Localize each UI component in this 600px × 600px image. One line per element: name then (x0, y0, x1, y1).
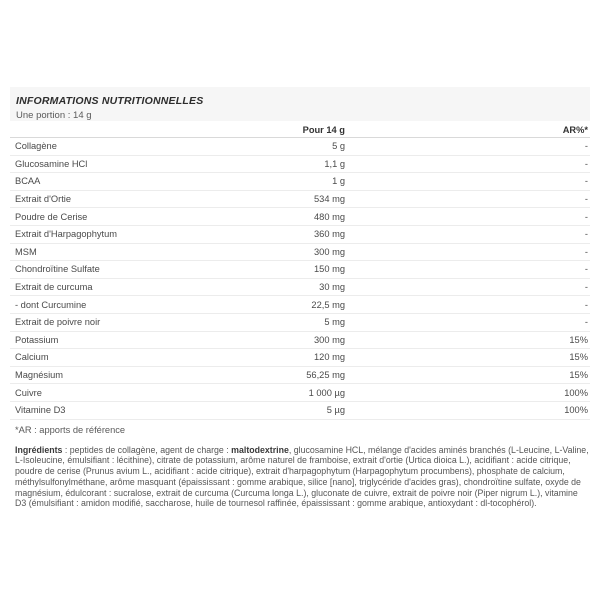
row-serving-value: 5 g (332, 141, 345, 152)
row-label: Poudre de Cerise (15, 211, 88, 222)
row-serving-value: 30 mg (319, 282, 345, 293)
row-ri-value: - (584, 211, 588, 222)
row-label: Potassium (15, 334, 59, 345)
row-label: Glucosamine HCl (15, 158, 88, 169)
reference-intake-footnote: *AR : apports de référence (15, 424, 126, 435)
table-row (10, 261, 590, 279)
serving-size-text: Une portion : 14 g (16, 110, 92, 121)
row-label: Extrait d'Harpagophytum (15, 229, 118, 240)
nutrition-section (10, 87, 590, 509)
header-serving-cell: Pour 14 g (302, 124, 345, 135)
row-label: Chondroïtine Sulfate (15, 264, 100, 275)
table-row (10, 226, 590, 244)
nutrition-table (10, 122, 590, 420)
row-ri-value: 15% (569, 334, 588, 345)
table-row (10, 156, 590, 174)
row-serving-value: 360 mg (313, 229, 345, 240)
table-row (10, 279, 590, 297)
table-row (10, 191, 590, 209)
row-label: Calcium (15, 352, 49, 363)
row-ri-value: - (584, 246, 588, 257)
row-ri-value: - (584, 141, 588, 152)
row-serving-value: 22,5 mg (311, 299, 345, 310)
row-serving-value: 150 mg (313, 264, 345, 275)
table-row (10, 244, 590, 262)
table-row (10, 349, 590, 367)
ingredients-bold-maltodextrine: maltodextrine (231, 444, 289, 455)
row-serving-value: 5 µg (326, 405, 345, 416)
row-label: Vitamine D3 (15, 405, 66, 416)
table-body (10, 138, 590, 420)
row-label: Magnésium (15, 370, 64, 381)
row-serving-value: 1 000 µg (308, 387, 345, 398)
row-ri-value: - (584, 176, 588, 187)
row-serving-value: 480 mg (313, 211, 345, 222)
header-ri-cell: AR%* (562, 124, 588, 135)
row-ri-value: - (584, 158, 588, 169)
row-serving-value: 534 mg (313, 194, 345, 205)
table-row (10, 367, 590, 385)
row-ri-value: - (584, 317, 588, 328)
table-row (10, 402, 590, 420)
row-ri-value: 15% (569, 370, 588, 381)
row-ri-value: - (584, 282, 588, 293)
row-ri-value: - (584, 229, 588, 240)
row-label: BCAA (15, 176, 41, 187)
table-row (10, 208, 590, 226)
row-label: MSM (15, 246, 37, 257)
row-label: Extrait de curcuma (15, 282, 93, 293)
row-serving-value: 1,1 g (324, 158, 345, 169)
nutrition-header-box (10, 87, 590, 121)
row-ri-value: - (584, 194, 588, 205)
row-label: - dont Curcumine (15, 299, 87, 310)
row-ri-value: 100% (564, 405, 588, 416)
table-row (10, 138, 590, 156)
row-serving-value: 300 mg (313, 246, 345, 257)
nutrition-title: INFORMATIONS NUTRITIONNELLES (16, 95, 204, 107)
row-serving-value: 1 g (332, 176, 345, 187)
ingredients-text-1: : peptides de collagène, agent de charge : (62, 444, 232, 455)
row-label: Extrait de poivre noir (15, 317, 101, 328)
table-header-row (10, 122, 590, 138)
row-ri-value: - (584, 299, 588, 310)
row-ri-value: - (584, 264, 588, 275)
row-serving-value: 120 mg (313, 352, 345, 363)
ingredients-text-2: , glucosamine HCL, mélange d'acides aminés branchés (L-Leucine, L-Valine, L-Isoleucine, émulsifiant : lécithine), citrate de potassium, arôme naturel de framboise, extrait d'ortie (Urtica dioica L.), acidifiant : acide citrique, poudre de cerise (Prunus avium L., acidifiant : acide citrique), extrait d'harpagophytum (Harpagophytum procumbens), phosphate de calcium, méthylsulfonylméthane, arôme masquant (épaississant : gomme arabique, silice [nano], triglycéride d'acides gras), chondroïtine sulfate, oxyde de magnésium, édulcorant : sucralose, extrait de curcuma (Curcuma longa L.), gluconate de cuivre, extrait de poivre noir (Piper nigrum L.), vitamine D3 (émulsifiant : amidon modifié, saccharose, huile de tournesol raffinée, épaississant : gomme arabique, antioxydant : dl-tocophérol). (15, 444, 589, 509)
table-row (10, 173, 590, 191)
row-serving-value: 5 mg (324, 317, 345, 328)
row-serving-value: 300 mg (313, 334, 345, 345)
row-label: Collagène (15, 141, 57, 152)
row-label: Extrait d'Ortie (15, 194, 72, 205)
table-row (10, 332, 590, 350)
table-row (10, 296, 590, 314)
row-ri-value: 15% (569, 352, 588, 363)
ingredients-paragraph (10, 445, 590, 510)
row-serving-value: 56,25 mg (306, 370, 345, 381)
table-row (10, 384, 590, 402)
ingredients-label: Ingrédients (15, 444, 63, 455)
table-row (10, 314, 590, 332)
row-ri-value: 100% (564, 387, 588, 398)
row-label: Cuivre (15, 387, 42, 398)
